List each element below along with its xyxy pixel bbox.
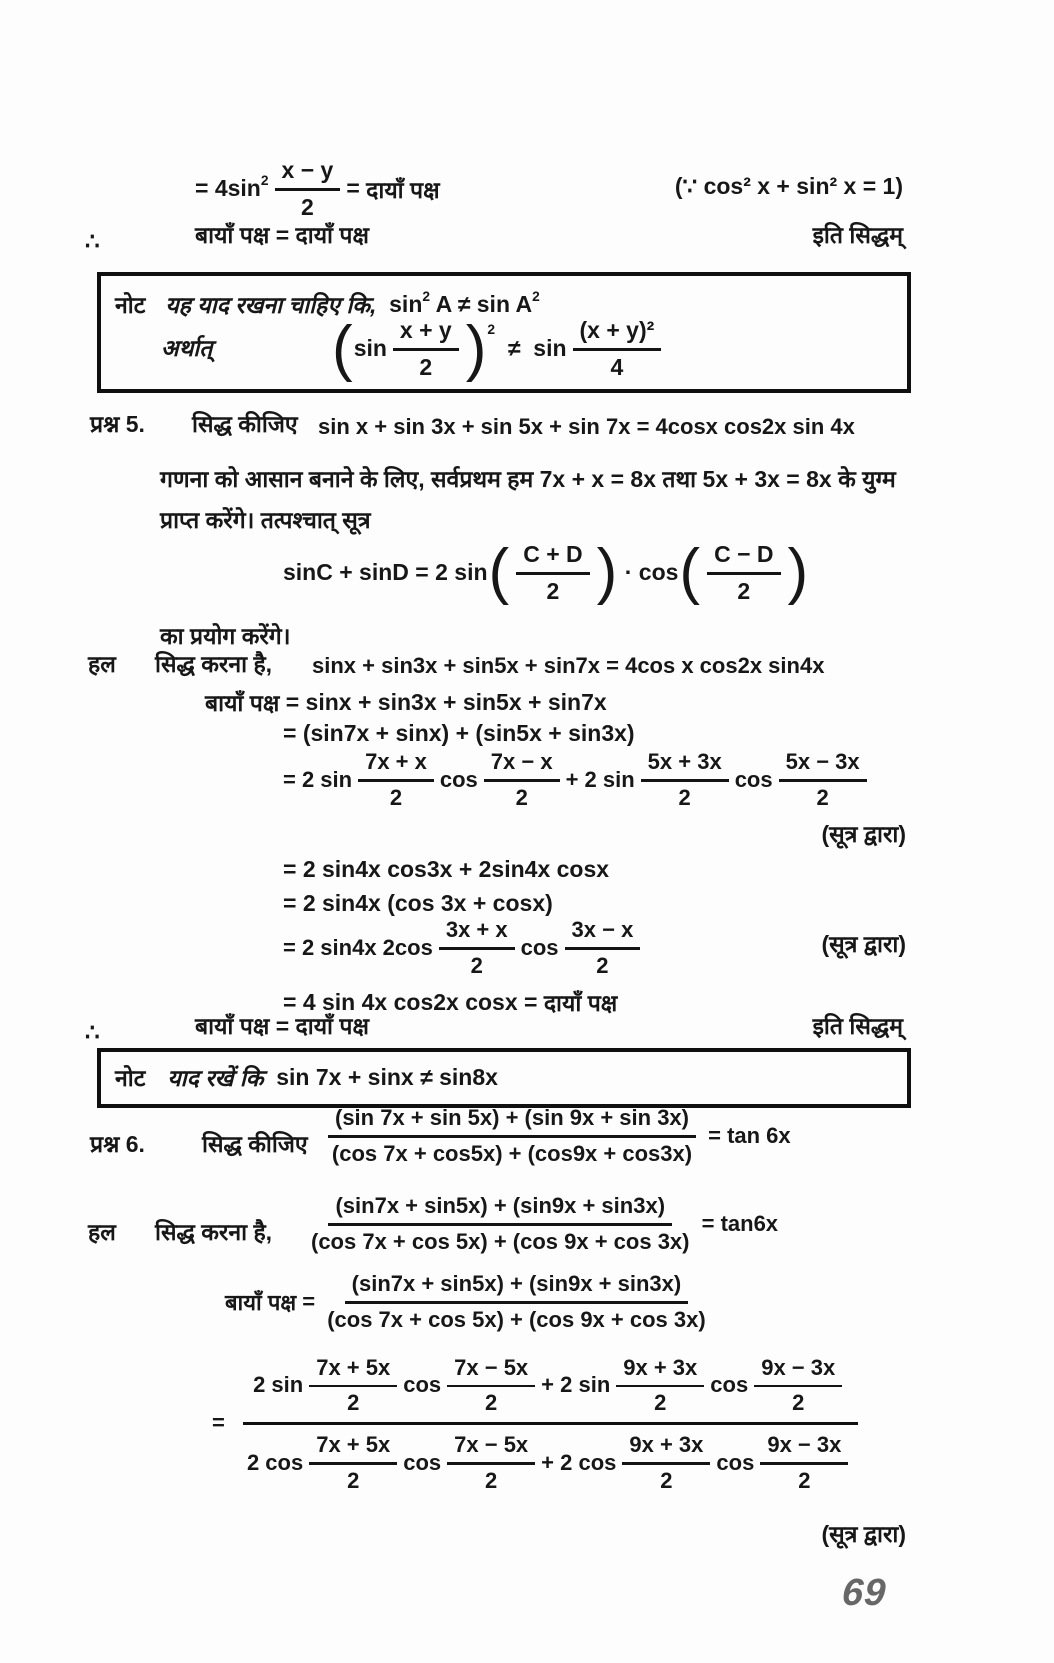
formula-credit-2: (सूत्र द्वारा)	[821, 931, 906, 957]
q5-usage-line: का प्रयोग करेंगे।	[160, 623, 291, 649]
fraction-denominator: 4	[610, 354, 624, 380]
question6-directive: सिद्ध कीजिए	[202, 1131, 308, 1157]
fraction	[311, 1192, 690, 1255]
math-text: = tan 6x	[702, 1122, 791, 1148]
proof-step-1	[205, 686, 607, 718]
fraction-numerator: (sin7x + sin5x) + (sin9x + sin3x)	[328, 1192, 672, 1226]
proof-reason: (∵ cos² x + sin² x = 1)	[674, 173, 903, 199]
fraction	[243, 1352, 858, 1494]
q6-expansion-step	[212, 1352, 864, 1494]
superscript: 2	[532, 288, 540, 304]
equation-line-top	[195, 156, 440, 221]
fraction-denominator: 2	[419, 354, 433, 380]
superscript: 2	[260, 173, 269, 189]
fraction-numerator: 3x + x	[439, 916, 515, 950]
hindi-italic-text: यह याद रखना चाहिए कि,	[165, 292, 377, 318]
math-text: =	[346, 175, 367, 201]
formula-credit-3: (सूत्र द्वारा)	[821, 1521, 906, 1547]
solution-intro-q6: सिद्ध करना है,	[155, 1219, 273, 1245]
fraction	[447, 1354, 535, 1416]
fraction-numerator: 5x + 3x	[641, 748, 729, 782]
math-text: cos	[734, 766, 773, 792]
fraction-numerator: (sin7x + sin5x) + (sin9x + sin3x)	[345, 1270, 689, 1304]
fraction-numerator: 7x − 5x	[447, 1354, 535, 1387]
solution-statement-q5: sinx + sin3x + sin5x + sin7x = 4cos x cos2x sin4x	[312, 653, 825, 678]
math-text: cos	[520, 934, 559, 960]
solution-statement-q6	[305, 1192, 778, 1255]
formula-credit-1: (सूत्र द्वारा)	[821, 821, 906, 847]
fraction-numerator: x − y	[275, 156, 341, 191]
math-text: 2 cos	[246, 1449, 304, 1475]
fraction	[327, 1270, 706, 1333]
math-text: cos	[439, 766, 478, 792]
math-text: sin	[353, 335, 387, 361]
fraction	[275, 156, 341, 221]
fraction-denominator: 2	[389, 785, 403, 810]
q6-lhs-line	[225, 1270, 712, 1333]
page-number: 69	[840, 1572, 888, 1614]
math-text: + 2 sin	[565, 766, 635, 792]
note2-label: नोट	[115, 1065, 146, 1091]
math-text: cos	[710, 1372, 749, 1397]
fraction-denominator: 2	[485, 1390, 498, 1415]
hindi-text: बायाँ पक्ष	[225, 1289, 297, 1315]
math-text: = 2 sin4x 2cos	[283, 934, 433, 960]
fraction-denominator: 2	[485, 1468, 498, 1493]
fraction-numerator: 7x + 5x	[309, 1354, 397, 1387]
qed-label: इति सिद्धम्	[812, 222, 903, 248]
fraction	[779, 748, 867, 811]
question5-number: प्रश्न 5.	[90, 411, 145, 437]
math-text: + 2 sin	[541, 1372, 611, 1397]
fraction-numerator: 7x + x	[358, 748, 434, 782]
math-text: = 2 sin4x (cos 3x + cosx)	[283, 890, 553, 916]
fraction	[754, 1354, 842, 1416]
math-text: cos	[403, 1449, 442, 1475]
math-text: = 4 sin 4x cos2x cosx =	[283, 988, 544, 1015]
fraction	[616, 1354, 704, 1416]
qed-label-q5: इति सिद्धम्	[812, 1013, 903, 1039]
question5-statement: sin x + sin 3x + sin 5x + sin 7x = 4cosx cos2x sin 4x	[318, 414, 855, 439]
math-text: = (sin7x + sinx) + (sin5x + sin3x)	[283, 720, 635, 746]
fraction-denominator	[247, 1425, 854, 1494]
solution-label-q5: हल	[88, 651, 116, 677]
fraction-denominator: 2	[816, 785, 829, 810]
fraction-denominator: 2	[660, 1468, 673, 1493]
fraction-denominator: 2	[798, 1468, 811, 1493]
math-text: sin 7x + sinx ≠ sin8x	[263, 1063, 498, 1090]
math-text: = 4sin	[195, 175, 261, 201]
fraction	[309, 1354, 397, 1416]
fraction	[760, 1431, 848, 1494]
fraction-numerator: 9x + 3x	[622, 1431, 710, 1465]
fraction-denominator: (cos 7x + cos5x) + (cos9x + cos3x)	[331, 1141, 693, 1166]
fraction-denominator: 2	[301, 194, 314, 220]
fraction	[641, 748, 729, 811]
q5-paragraph-line1: गणना को आसान बनाने के लिए, सर्वप्रथम हम 7x + x = 8x तथा 5x + 3x = 8x के युग्म	[160, 466, 896, 492]
fraction-denominator: 2	[347, 1390, 360, 1415]
question5-directive: सिद्ध कीजिए	[192, 411, 298, 437]
hindi-text: बायाँ पक्ष	[205, 690, 280, 716]
fraction-denominator: 2	[470, 953, 483, 978]
therefore-symbol-q5: ∴	[85, 1019, 100, 1045]
math-text: ≠ sin	[495, 335, 567, 361]
note1-line2-label: अर्थात्	[161, 335, 213, 361]
fraction	[573, 316, 662, 381]
fraction	[309, 1431, 397, 1494]
note2-text	[167, 1061, 498, 1093]
fraction-numerator: 9x − 3x	[760, 1431, 848, 1465]
fraction-numerator: 7x − x	[484, 748, 560, 782]
fraction-numerator: (x + y)²	[573, 316, 662, 351]
fraction	[393, 316, 459, 381]
q5-formula-line: sinC + sinD = 2 sin ( $\frac{C + D}{2}$ ) · cos ( $\frac{C - D}{2}$ )	[283, 537, 809, 606]
fraction	[516, 540, 589, 605]
fraction-numerator: 5x − 3x	[779, 748, 867, 782]
math-text: sinC + sinD = 2 sin	[283, 558, 488, 585]
fraction	[622, 1431, 710, 1494]
fraction-numerator: x + y	[393, 316, 459, 351]
note-box-2	[97, 1048, 911, 1108]
fraction-numerator: C + D	[516, 540, 589, 575]
fraction-denominator: 2	[678, 785, 691, 810]
fraction	[484, 748, 560, 811]
conclusion-line-q5: बायाँ पक्ष = दायाँ पक्ष	[195, 1013, 369, 1039]
fraction-denominator: 2	[546, 577, 560, 604]
fraction	[707, 540, 780, 605]
math-text: = 2 sin	[283, 766, 353, 792]
conclusion-line: बायाँ पक्ष = दायाँ पक्ष	[195, 222, 369, 248]
fraction	[328, 1104, 696, 1167]
hindi-text: दायाँ पक्ष	[543, 990, 618, 1016]
math-text: sin	[376, 290, 423, 317]
fraction-denominator: 2	[792, 1390, 805, 1415]
fraction-denominator: 2	[737, 577, 751, 604]
fraction	[439, 916, 515, 979]
math-text: = tan6x	[695, 1210, 779, 1236]
note1-line2-math: ( sin $\frac{x + y}{2}$ ) 2 ≠ sin $\frac{\text{(x + y)²}}{4}$	[331, 316, 667, 381]
proof-step-4	[283, 856, 609, 883]
therefore-symbol: ∴	[85, 228, 100, 254]
math-text: · cos	[618, 558, 679, 585]
fraction	[565, 916, 641, 979]
fraction-numerator: C − D	[707, 540, 780, 575]
proof-step-3	[283, 748, 873, 811]
fraction-denominator: (cos 7x + cos 5x) + (cos 9x + cos 3x)	[327, 1307, 706, 1332]
hindi-text: दायाँ पक्ष	[366, 176, 440, 203]
q5-paragraph-line2: प्राप्त करेंगे। तत्पश्चात् सूत्र	[160, 507, 371, 533]
fraction-numerator: 9x + 3x	[616, 1354, 704, 1387]
fraction-numerator: 7x − 5x	[447, 1431, 535, 1465]
solution-label-q6: हल	[88, 1219, 116, 1245]
fraction-denominator: 2	[654, 1390, 667, 1415]
math-text: = sinx + sin3x + sin5x + sin7x	[279, 688, 607, 715]
question6-number: प्रश्न 6.	[90, 1131, 145, 1157]
math-text: cos	[403, 1372, 442, 1397]
proof-step-5	[283, 890, 553, 917]
math-text: cos	[716, 1449, 755, 1475]
superscript: 2	[487, 322, 496, 338]
fraction-numerator	[243, 1352, 858, 1425]
fraction-numerator: 3x − x	[565, 916, 641, 950]
proof-step-2	[283, 720, 635, 747]
fraction-numerator: 7x + 5x	[309, 1431, 397, 1465]
fraction-numerator: (sin 7x + sin 5x) + (sin 9x + sin 3x)	[328, 1104, 696, 1138]
math-text: 2 sin	[253, 1372, 304, 1397]
fraction-denominator: (cos 7x + cos 5x) + (cos 9x + cos 3x)	[311, 1229, 690, 1254]
math-text: A ≠ sin A	[430, 290, 533, 317]
fraction-denominator: 2	[596, 953, 609, 978]
note1-label: नोट	[115, 292, 146, 318]
fraction-numerator: 9x − 3x	[754, 1354, 842, 1387]
solution-intro-q5: सिद्ध करना है,	[155, 651, 273, 677]
fraction-denominator: 2	[515, 785, 528, 810]
math-text: = 2 sin4x cos3x + 2sin4x cosx	[283, 856, 610, 882]
proof-step-6	[283, 916, 646, 979]
fraction	[447, 1431, 535, 1494]
fraction-denominator: 2	[347, 1468, 360, 1493]
fraction	[358, 748, 434, 811]
hindi-italic-text: याद रखें कि	[167, 1065, 264, 1091]
note-box-1	[97, 272, 911, 393]
math-text: =	[296, 1288, 322, 1314]
note2-line	[115, 1061, 498, 1093]
math-text: + 2 cos	[541, 1449, 617, 1475]
question6-statement	[322, 1104, 791, 1167]
superscript: 2	[422, 288, 431, 304]
math-text: =	[212, 1410, 238, 1435]
